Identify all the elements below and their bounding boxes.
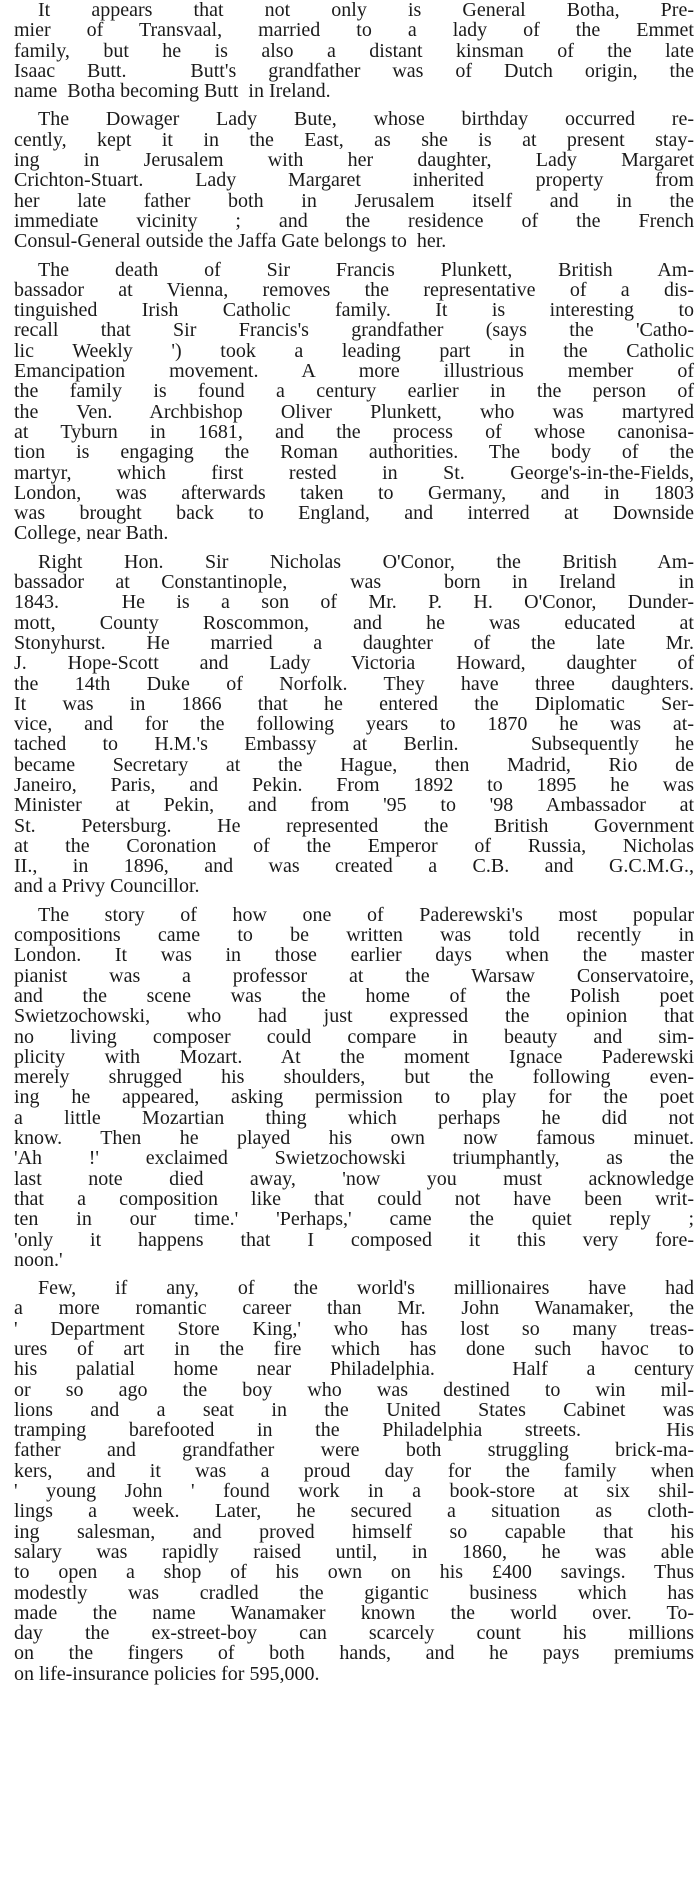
text-line: and a Privy Councillor.	[14, 875, 200, 898]
text-line: 1843. He is a son of Mr. P. H. O'Conor, Dunder-	[14, 591, 694, 614]
text-line: Janeiro, Paris, and Pekin. From 1892 to 1895 he was	[14, 773, 694, 796]
text-line: tinguished Irish Catholic family. It is interesting to	[14, 299, 694, 322]
text-line: to open a shop of his own on his £400 savings. Thus	[14, 1561, 694, 1584]
text-line: plicity with Mozart. At the moment Ignace Paderewski	[14, 1045, 694, 1068]
text-line: J. Hope-Scott and Lady Victoria Howard, daughter of	[14, 652, 694, 675]
text-line: bassador at Vienna, removes the representative of a dis-	[14, 278, 694, 301]
text-line: College, near Bath.	[14, 522, 169, 545]
text-line: Swietzochowski, who had just expressed the opinion that	[14, 1005, 694, 1028]
text-line: ing salesman, and proved himself so capable that his	[14, 1520, 694, 1543]
text-line: was brought back to England, and interred at Downside	[14, 502, 694, 525]
text-line: his palatial home near Philadelphia. Half a century	[14, 1358, 694, 1381]
text-line: day the ex-street-boy can scarcely count his millions	[14, 1622, 694, 1645]
text-line: on the fingers of both hands, and he pays premiums	[14, 1642, 694, 1665]
text-line: Emancipation movement. A more illustrious member of	[14, 360, 694, 383]
text-line: at Tyburn in 1681, and the process of whose canonisa-	[14, 420, 694, 443]
text-line: lic Weekly ') took a leading part in the Catholic	[14, 339, 694, 362]
text-line: II., in 1896, and was created a C.B. and G.C.M.G.,	[14, 855, 694, 878]
text-line: ures of art in the fire which has done such havoc to	[14, 1338, 694, 1360]
text-line: a more romantic career than Mr. John Wanamaker, the	[14, 1297, 694, 1320]
text-line: tached to H.M.'s Embassy at Berlin. Subsequently he	[14, 733, 694, 756]
text-line: 'only it happens that I composed it this very fore-	[14, 1228, 694, 1251]
text-line: Stonyhurst. He married a daughter of the late Mr.	[14, 631, 694, 654]
text-line: salary was rapidly raised until, in 1860, he was able	[14, 1540, 694, 1563]
text-line: pianist was a professor at the Warsaw Conservatoire,	[14, 964, 694, 987]
text-line: Few, if any, of the world's millionaires have had	[38, 1277, 694, 1300]
text-line: merely shrugged his shoulders, but the following even-	[14, 1066, 694, 1089]
text-line: the Ven. Archbishop Oliver Plunkett, who was martyred	[14, 400, 694, 423]
text-line: London, was afterwards taken to Germany, and in 1803	[14, 481, 694, 504]
text-line: and the scene was the home of the Polish poet	[14, 984, 694, 1007]
text-line: modestly was cradled the gigantic business which has	[14, 1581, 694, 1604]
text-line: tramping barefooted in the Philadelphia streets. His	[14, 1419, 694, 1442]
text-line: ' young John ' found work in a book-store at six shil-	[14, 1480, 694, 1503]
text-line: mott, County Roscommon, and he was educated at	[14, 611, 694, 634]
text-line: Isaac Butt. Butt's grandfather was of Dutch origin, the	[14, 59, 694, 82]
text-line: cently, kept it in the East, as she is at present stay-	[14, 128, 694, 151]
text-line: no living composer could compare in beauty and sim-	[14, 1025, 694, 1048]
text-line: family, but he is also a distant kinsman of the late	[14, 39, 694, 62]
text-line: mier of Transvaal, married to a lady of the Emmet	[14, 19, 694, 42]
text-line: martyr, which first rested in St. George's-in-the-Fields,	[14, 461, 694, 484]
text-line: a little Mozartian thing which perhaps he did not	[14, 1106, 694, 1129]
paragraph	[14, 109, 700, 251]
text-line: Right Hon. Sir Nicholas O'Conor, the British Am-	[38, 550, 694, 573]
text-line: father and grandfather were both struggling brick-ma-	[14, 1439, 694, 1462]
text-line: bassador at Constantinople, was born in Ireland in	[14, 571, 694, 594]
paragraph	[14, 552, 700, 897]
text-line: Consul-General outside the Jaffa Gate belongs to her.	[14, 230, 447, 253]
text-line: the 14th Duke of Norfolk. They have three daughters.	[14, 672, 694, 695]
text-line: immediate vicinity ; and the residence of the French	[14, 209, 694, 232]
text-line: recall that Sir Francis's grandfather (says the 'Catho-	[14, 319, 694, 342]
text-line: noon.'	[14, 1248, 63, 1271]
text-line: know. Then he played his own now famous minuet.	[14, 1127, 694, 1150]
text-line: ing he appeared, asking permission to play for the poet	[14, 1086, 694, 1109]
text-line: compositions came to be written was told recently in	[14, 924, 694, 947]
text-line: It was in 1866 that he entered the Diplomatic Ser-	[14, 692, 694, 715]
text-line: the family is found a century earlier in the person of	[14, 380, 694, 403]
text-line: that a composition like that could not have been writ-	[14, 1187, 694, 1210]
text-line: last note died away, 'now you must acknowledge	[14, 1167, 694, 1190]
paragraph	[14, 260, 700, 544]
text-line: her late father both in Jerusalem itself and in the	[14, 189, 694, 212]
text-line: or so ago the boy who was destined to win mil-	[14, 1378, 694, 1401]
text-line: The death of Sir Francis Plunkett, British Am-	[38, 258, 694, 281]
text-line: at the Coronation of the Emperor of Russia, Nicholas	[14, 834, 694, 857]
text-line: The Dowager Lady Bute, whose birthday occurred re-	[38, 108, 694, 131]
paragraph	[14, 0, 700, 101]
text-line: vice, and for the following years to 1870 he was at-	[14, 713, 694, 736]
text-line: London. It was in those earlier days when the master	[14, 944, 694, 967]
text-line: on life-insurance policies for 595,000.	[14, 1662, 320, 1685]
text-line: kers, and it was a proud day for the family when	[14, 1459, 694, 1482]
text-line: ten in our time.' 'Perhaps,' came the quiet reply ;	[14, 1208, 694, 1231]
text-line: made the name Wanamaker known the world over. To-	[14, 1601, 694, 1624]
text-line: name Botha becoming Butt in Ireland.	[14, 80, 331, 103]
text-line: tion is engaging the Roman authorities. The body of the	[14, 441, 694, 464]
text-line: lions and a seat in the United States Cabinet was	[14, 1398, 694, 1421]
text-line: ' Department Store King,' who has lost so many treas-	[14, 1317, 694, 1340]
text-line: The story of how one of Paderewski's most popular	[38, 903, 694, 926]
text-line: St. Petersburg. He represented the British Government	[14, 814, 694, 837]
text-line: lings a week. Later, he secured a situation as cloth-	[14, 1500, 694, 1523]
text-line: It appears that not only is General Botha, Pre-	[38, 0, 694, 21]
paragraph	[14, 1278, 700, 1684]
text-line: 'Ah !' exclaimed Swietzochowski triumphantly, as the	[14, 1147, 694, 1170]
text-line: Crichton-Stuart. Lady Margaret inherited property from	[14, 169, 694, 192]
text-line: became Secretary at the Hague, then Madrid, Rio de	[14, 753, 694, 776]
text-line: ing in Jerusalem with her daughter, Lady Margaret	[14, 149, 694, 172]
text-line: Minister at Pekin, and from '95 to '98 Ambassador at	[14, 794, 694, 817]
paragraph	[14, 905, 700, 1270]
